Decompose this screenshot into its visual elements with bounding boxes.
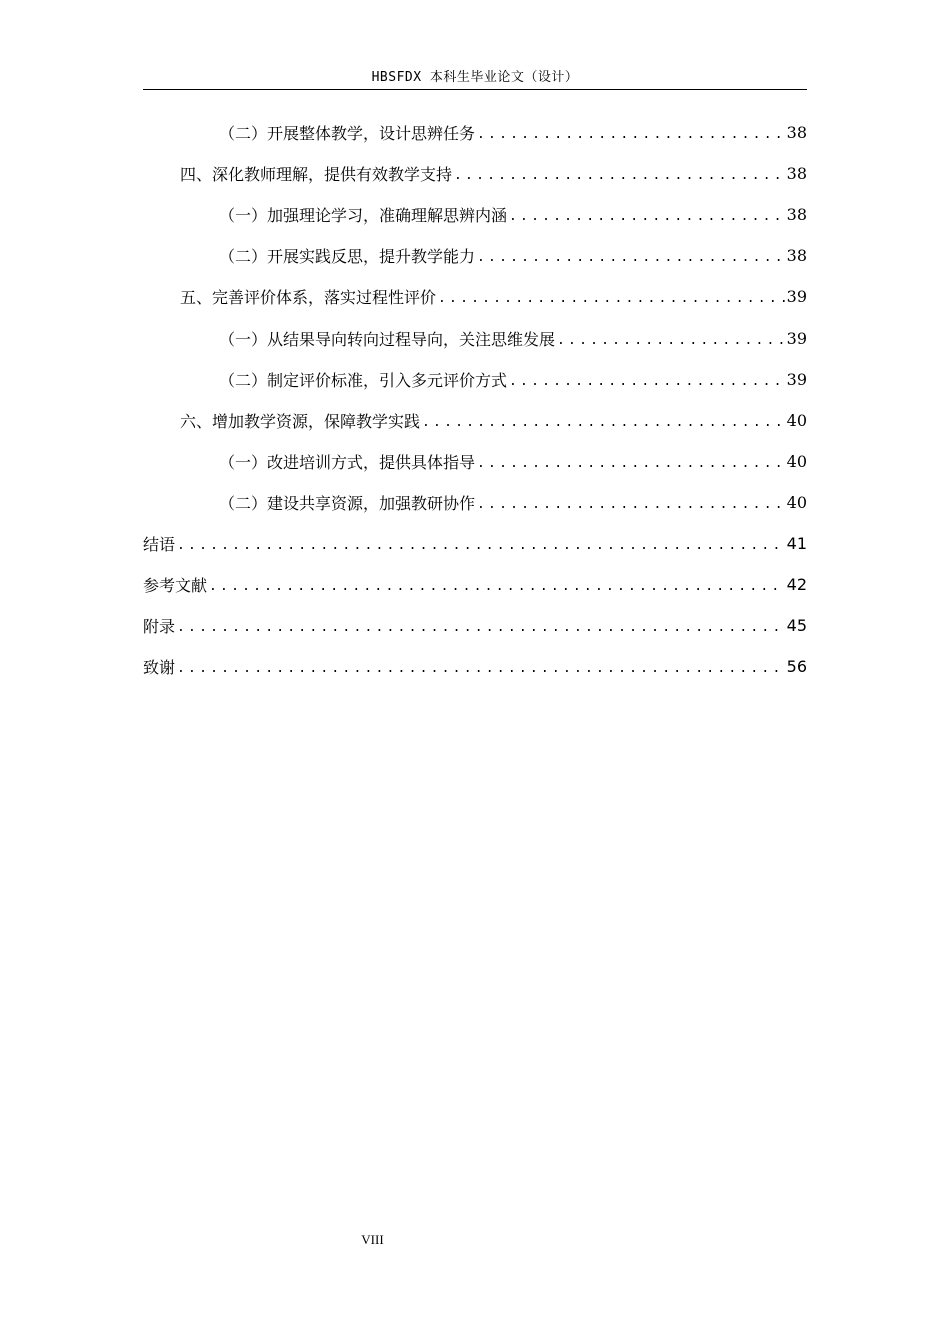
toc-entry-title: （二）开展整体教学，设计思辨任务 bbox=[219, 124, 476, 144]
toc-entry-title: 附录 bbox=[143, 617, 176, 637]
toc-entry[interactable] bbox=[143, 605, 807, 646]
running-header: HBSFDX 本科生毕业论文（设计） bbox=[371, 70, 579, 85]
toc-dot-leader bbox=[477, 127, 785, 142]
toc-entry-title: （一）改进培训方式，提供具体指导 bbox=[219, 452, 476, 472]
toc-entry-page: 39 bbox=[786, 287, 807, 307]
toc-dot-leader bbox=[477, 456, 785, 471]
toc-entry-title: （二）建设共享资源，加强教研协作 bbox=[219, 493, 476, 513]
toc-entry-page: 39 bbox=[786, 369, 807, 389]
toc-dot-leader bbox=[209, 579, 785, 594]
toc-entry-title: （一）加强理论学习，准确理解思辨内涵 bbox=[219, 206, 508, 226]
toc-dot-leader bbox=[509, 209, 785, 224]
toc-entry-page: 38 bbox=[786, 123, 807, 143]
toc-entry-title: 六、增加教学资源，保障教学实践 bbox=[180, 411, 421, 431]
toc-entry[interactable] bbox=[143, 400, 807, 441]
toc-entry-page: 45 bbox=[786, 616, 807, 636]
toc-entry-page: 42 bbox=[786, 575, 807, 595]
toc-entry[interactable] bbox=[143, 317, 807, 358]
toc-entry-title: 致谢 bbox=[143, 658, 176, 678]
toc-dot-leader bbox=[422, 415, 785, 430]
toc-entry-page: 56 bbox=[786, 657, 807, 677]
toc-entry[interactable] bbox=[143, 441, 807, 482]
toc-dot-leader bbox=[509, 374, 785, 389]
toc-dot-leader bbox=[177, 620, 785, 635]
toc-entry-title: （二）开展实践反思，提升教学能力 bbox=[219, 247, 476, 267]
toc-entry-title: （二）制定评价标准，引入多元评价方式 bbox=[219, 370, 508, 390]
toc-entry-title: 参考文献 bbox=[143, 576, 208, 596]
toc-entry-title: （一）从结果导向转向过程导向，关注思维发展 bbox=[219, 329, 556, 349]
toc-entry[interactable] bbox=[143, 359, 807, 400]
toc-dot-leader bbox=[454, 168, 785, 183]
toc-entry-title: 五、完善评价体系，落实过程性评价 bbox=[180, 288, 437, 308]
toc-entry[interactable] bbox=[143, 564, 807, 605]
header-rule bbox=[143, 89, 807, 90]
toc-entry[interactable] bbox=[143, 482, 807, 523]
toc-entry-page: 40 bbox=[786, 492, 807, 512]
toc-entry[interactable] bbox=[143, 646, 807, 687]
table-of-contents bbox=[143, 112, 807, 687]
toc-dot-leader bbox=[438, 291, 785, 306]
toc-entry-page: 40 bbox=[786, 451, 807, 471]
toc-dot-leader bbox=[477, 250, 785, 265]
toc-entry-page: 41 bbox=[786, 533, 807, 553]
toc-dot-leader bbox=[477, 497, 785, 512]
toc-entry[interactable] bbox=[143, 112, 807, 153]
toc-entry-page: 38 bbox=[786, 246, 807, 266]
toc-entry[interactable] bbox=[143, 276, 807, 317]
toc-dot-leader bbox=[177, 538, 785, 553]
page-number: VIII bbox=[361, 1232, 384, 1247]
toc-dot-leader bbox=[557, 333, 785, 348]
toc-entry[interactable] bbox=[143, 235, 807, 276]
toc-entry[interactable] bbox=[143, 523, 807, 564]
toc-entry-page: 40 bbox=[786, 410, 807, 430]
toc-entry[interactable] bbox=[143, 194, 807, 235]
toc-entry-page: 39 bbox=[786, 328, 807, 348]
toc-entry[interactable] bbox=[143, 153, 807, 194]
toc-entry-title: 结语 bbox=[143, 534, 176, 554]
toc-entry-title: 四、深化教师理解，提供有效教学支持 bbox=[180, 165, 453, 185]
toc-entry-page: 38 bbox=[786, 205, 807, 225]
toc-entry-page: 38 bbox=[786, 164, 807, 184]
toc-dot-leader bbox=[177, 661, 785, 676]
